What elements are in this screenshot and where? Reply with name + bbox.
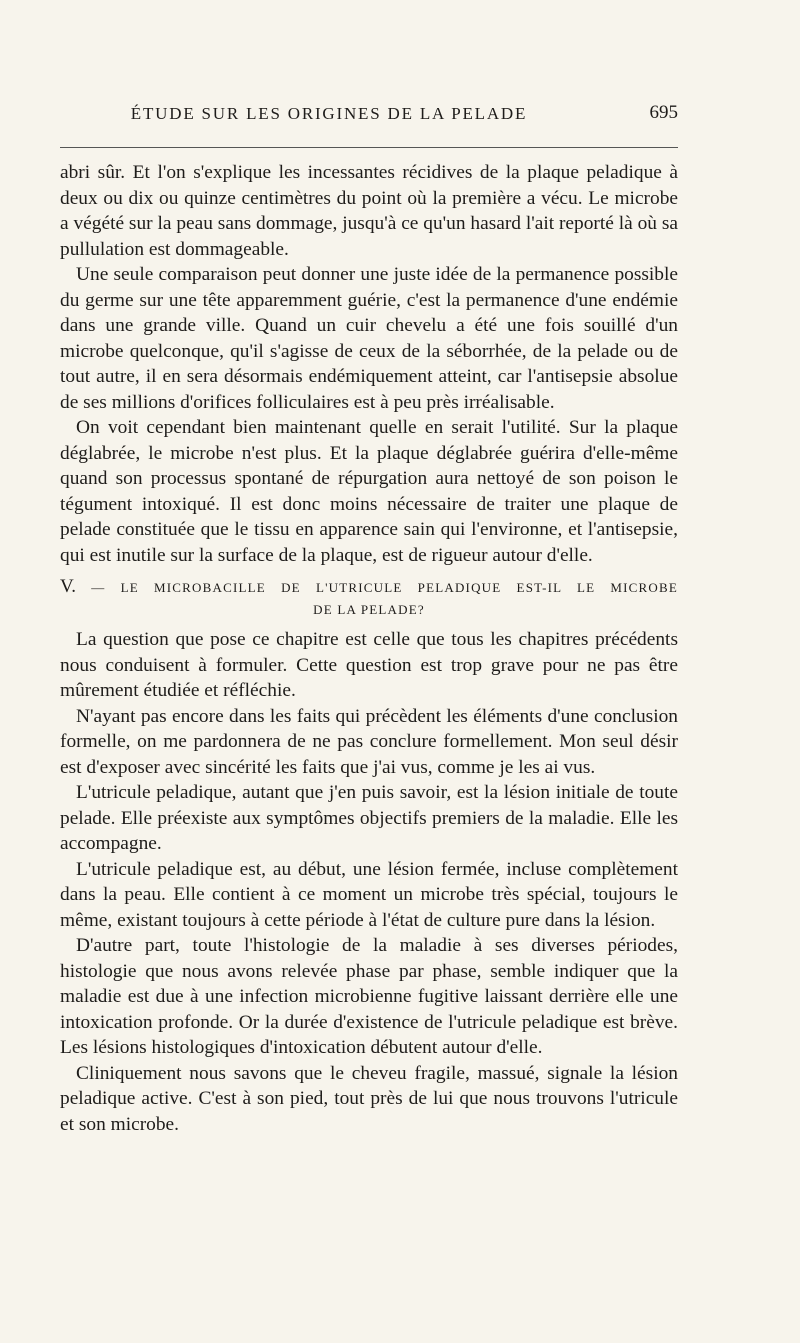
running-header: [60, 104, 678, 132]
paragraph: abri sûr. Et l'on s'explique les incessantes récidives de la plaque peladique à deux ou dix ou quinze centimètres du point où la première a vécu. Le microbe a végété sur la peau sans dommage, jusqu'à ce qu'un hasard l'ait reporté là où sa pullulation est dommageable.: [60, 162, 678, 260]
body-text: [60, 160, 678, 1137]
section-title-line-1: LE MICROBACILLE DE L'UTRICULE PELADIQUE EST-IL LE MICROBE: [120, 580, 679, 595]
paragraph: Une seule comparaison peut donner une juste idée de la permanence possible du germe sur une tête apparemment guérie, c'est la permanence d'une endémie dans une grande ville. Quand un cuir chevelu a été une fois souillé d'un microbe quelconque, qu'il s'agisse de ceux de la séborrhée, de la pelade ou de tout autre, il en sera désormais endémiquement atteint, car l'antisepsie absolue de ses millions d'orifices folliculaires est à peu près irréalisable.: [60, 264, 678, 413]
paragraph: Cliniquement nous savons que le cheveu fragile, massué, signale la lésion peladique active. C'est à son pied, tout près de lui que nous trouvons l'utricule et son microbe.: [60, 1062, 678, 1135]
section-number: V.: [60, 576, 77, 597]
section-title-line-2: DE LA PELADE?: [313, 602, 425, 617]
paragraph: L'utricule peladique est, au début, une lésion fermée, incluse complètement dans la peau. Elle contient à ce moment un microbe très spécial, toujours le même, existant toujours à cette période à l'état de culture pure dans la lésion.: [60, 858, 678, 931]
section-heading-line-1: [60, 576, 678, 599]
paragraph: L'utricule peladique, autant que j'en puis savoir, est la lésion initiale de toute pelade. Elle préexiste aux symptômes objectifs premiers de la maladie. Elle les accompagne.: [60, 782, 678, 854]
section-heading: [60, 576, 678, 621]
paragraph: D'autre part, toute l'histologie de la maladie à ses diverses périodes, histologie que nous avons relevée phase par phase, semble indiquer que la maladie est due à une infection microbienne fugitive laissant derrière elle une intoxication profonde. Or la durée d'existence de l'utricule peladique est brève. Les lésions histologiques d'intoxication débutent autour d'elle.: [60, 935, 678, 1058]
section-dash: —: [91, 580, 106, 595]
paragraph: La question que pose ce chapitre est celle que tous les chapitres précédents nous conduisent à formuler. Cette question est trop grave pour ne pas être mûrement étudiée et réfléchie.: [60, 629, 678, 701]
paragraph: N'ayant pas encore dans les faits qui précèdent les éléments d'une conclusion formelle, on me pardonnera de ne pas conclure formellement. Mon seul désir est d'exposer avec sincérité les faits que j'ai vus, comme je les ai vus.: [60, 705, 678, 778]
header-rule: [60, 147, 678, 148]
paragraph: On voit cependant bien maintenant quelle en serait l'utilité. Sur la plaque déglabrée, le microbe n'est plus. Et la plaque déglabrée guérira d'elle-même quand son processus spontané de répurgation aura nettoyé de son poison le tégument intoxiqué. Il est donc moins nécessaire de traiter une plaque de pelade constituée que le tissu en apparence sain qui l'environne, et l'antisepsie, qui est inutile sur la surface de la plaque, est de rigueur autour d'elle.: [60, 417, 678, 566]
page-number: 695: [649, 102, 678, 123]
running-title: ÉTUDE SUR LES ORIGINES DE LA PELADE: [130, 104, 528, 123]
